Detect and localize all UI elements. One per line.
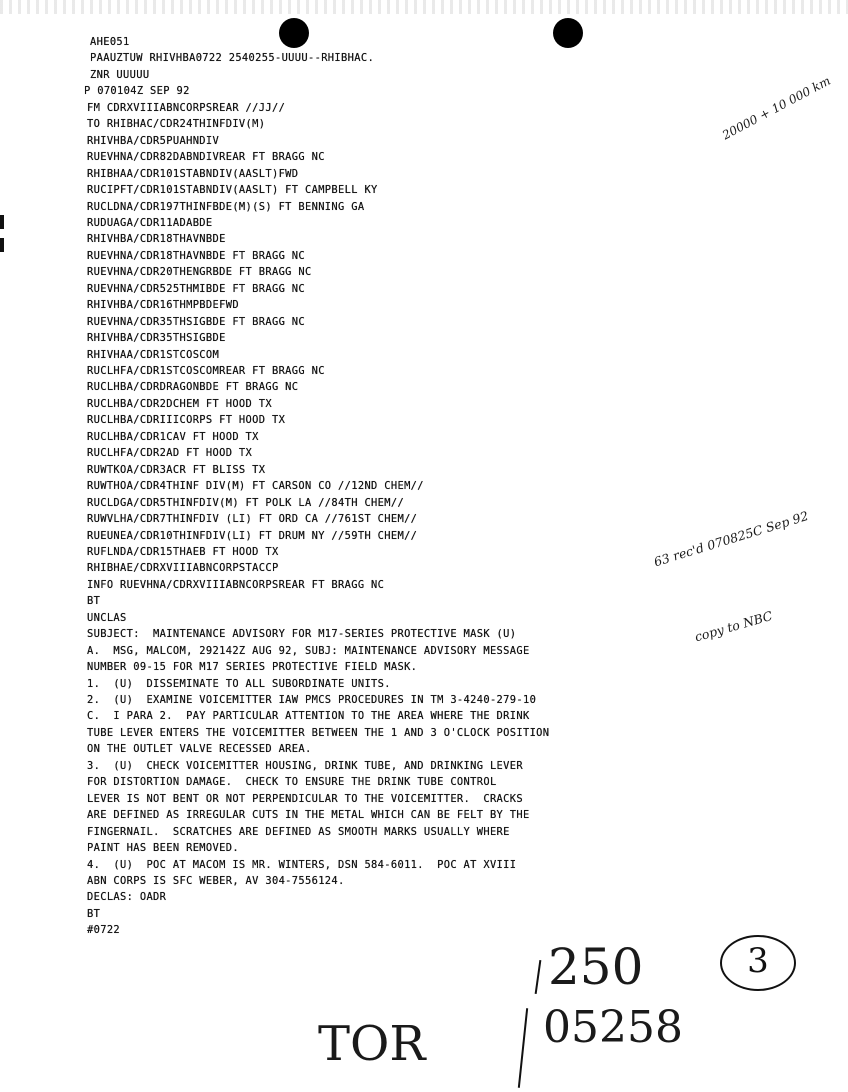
message-line: ON THE OUTLET VALVE RECESSED AREA. (87, 743, 312, 756)
message-line: RUEVHNA/CDR35THSIGBDE FT BRAGG NC (87, 315, 305, 328)
message-line: RUWTHOA/CDR4THINF DIV(M) FT CARSON CO //12ND CHEM// (87, 480, 424, 493)
handwritten-note-received: 63 rec'd 070825C Sep 92 (652, 507, 811, 570)
message-line: FOR DISTORTION DAMAGE. CHECK TO ENSURE THE DRINK TUBE CONTROL (87, 776, 497, 789)
message-line: UNCLAS (87, 611, 127, 624)
message-line: 4. (U) POC AT MACOM IS MR. WINTERS, DSN 584-6011. POC AT XVIII (87, 858, 517, 871)
message-line: ABN CORPS IS SFC WEBER, AV 304-7556124. (87, 874, 345, 887)
message-line: A. MSG, MALCOM, 292142Z AUG 92, SUBJ: MAINTENANCE ADVISORY MESSAGE (87, 644, 530, 657)
message-line: RUCLHFA/CDR1STCOSCOMREAR FT BRAGG NC (87, 365, 325, 377)
message-line: 2. (U) EXAMINE VOICEMITTER IAW PMCS PROCEDURES IN TM 3-4240-279-10 (87, 694, 537, 706)
message-line: RHIVHBA/CDR18THAVNBDE (87, 233, 226, 246)
message-line: RUCLHBA/CDRIIICORPS FT HOOD TX (87, 414, 286, 427)
message-line: INFO RUEVHNA/CDRXVIIIABNCORPSREAR FT BRAGG NC (87, 578, 385, 591)
message-line: AHE051 (90, 36, 130, 48)
punch-hole (279, 18, 309, 48)
message-line: ZNR UUUUU (90, 68, 150, 81)
message-line: PAINT HAS BEEN REMOVED. (87, 842, 239, 855)
message-line: C. I PARA 2. PAY PARTICULAR ATTENTION TO THE AREA WHERE THE DRINK (87, 710, 530, 723)
message-line: RUWTKOA/CDR3ACR FT BLISS TX (87, 463, 266, 476)
handwritten-initials: TOR (318, 1016, 426, 1072)
scan-edge-mark (0, 238, 4, 252)
handwritten-stroke (535, 960, 542, 994)
handwritten-number-bottom: 05258 (543, 1002, 683, 1053)
message-line: RHIBHAA/CDR101STABNDIV(AASLT)FWD (87, 167, 299, 180)
message-line: RUCLHFA/CDR2AD FT HOOD TX (87, 447, 253, 460)
message-line: BT (87, 907, 101, 920)
message-line: RUWVLHA/CDR7THINFDIV (LI) FT ORD CA //761ST CHEM// (87, 513, 418, 526)
message-line: RUEUNEA/CDR10THINFDIV(LI) FT DRUM NY //59TH CHEM// (87, 529, 418, 542)
message-line: RUCLHBA/CDR1CAV FT HOOD TX (87, 430, 259, 443)
message-line: RUCLDGA/CDR5THINFDIV(M) FT POLK LA //84TH CHEM// (87, 496, 405, 509)
circled-number-value: 3 (747, 941, 769, 981)
message-line: RUEVHNA/CDR18THAVNBDE FT BRAGG NC (87, 249, 305, 262)
message-line: BT (87, 595, 101, 608)
message-line: ARE DEFINED AS IRREGULAR CUTS IN THE METAL WHICH CAN BE FELT BY THE (87, 809, 530, 822)
circled-number (720, 935, 796, 991)
message-line: TUBE LEVER ENTERS THE VOICEMITTER BETWEEN THE 1 AND 3 O'CLOCK POSITION (87, 726, 550, 739)
message-line: RHIVHBA/CDR35THSIGBDE (87, 332, 226, 345)
message-line: NUMBER 09-15 FOR M17 SERIES PROTECTIVE FIELD MASK. (87, 661, 418, 674)
message-line: SUBJECT: MAINTENANCE ADVISORY FOR M17-SERIES PROTECTIVE MASK (U) (87, 628, 517, 641)
scan-edge-mark (0, 215, 4, 229)
handwritten-note-copy: copy to NBC (693, 607, 775, 645)
message-line: 1. (U) DISSEMINATE TO ALL SUBORDINATE UNITS. (87, 677, 391, 690)
message-line: FINGERNAIL. SCRATCHES ARE DEFINED AS SMOOTH MARKS USUALLY WHERE (87, 825, 510, 838)
message-line: DECLAS: OADR (87, 891, 167, 904)
message-line: FM CDRXVIIIABNCORPSREAR //JJ// (87, 101, 286, 114)
message-line: RUFLNDA/CDR15THAEB FT HOOD TX (87, 545, 279, 558)
message-line: 3. (U) CHECK VOICEMITTER HOUSING, DRINK TUBE, AND DRINKING LEVER (87, 759, 523, 772)
message-line: RUCIPFT/CDR101STABNDIV(AASLT) FT CAMPBELL KY (87, 184, 378, 197)
message-line: RUEVHNA/CDR525THMIBDE FT BRAGG NC (87, 282, 305, 295)
handwritten-stroke (518, 1008, 528, 1088)
message-line: RUEVHNA/CDR82DABNDIVREAR FT BRAGG NC (87, 151, 325, 164)
message-line: P 070104Z SEP 92 (84, 85, 190, 98)
handwritten-number-250: 250 (548, 938, 644, 996)
message-line: RHIVHAA/CDR1STCOSCOM (87, 348, 220, 361)
message-line: #0722 (87, 924, 121, 937)
message-line: RHIVHBA/CDR16THMPBDEFWD (87, 299, 239, 312)
scan-artifact (0, 0, 848, 14)
message-line: RUEVHNA/CDR20THENGRBDE FT BRAGG NC (87, 266, 312, 279)
message-line: RUCLHBA/CDRDRAGONBDE FT BRAGG NC (87, 381, 299, 394)
message-line: RUCLHBA/CDR2DCHEM FT HOOD TX (87, 397, 272, 410)
punch-hole (553, 18, 583, 48)
message-line: RUDUAGA/CDR11ADABDE (87, 216, 213, 229)
message-line: RHIVHBA/CDR5PUAHNDIV (87, 134, 220, 147)
handwritten-note-distance: 20000 + 10 000 km (720, 73, 833, 143)
message-line: RHIBHAE/CDRXVIIIABNCORPSTACCP (87, 562, 279, 575)
message-line: PAAUZTUW RHIVHBA0722 2540255-UUUU--RHIBHAC. (90, 52, 375, 65)
message-line: RUCLDNA/CDR197THINFBDE(M)(S) FT BENNING GA (87, 200, 365, 213)
message-line: TO RHIBHAC/CDR24THINFDIV(M) (87, 118, 266, 131)
message-line: LEVER IS NOT BENT OR NOT PERPENDICULAR TO THE VOICEMITTER. CRACKS (87, 792, 523, 805)
